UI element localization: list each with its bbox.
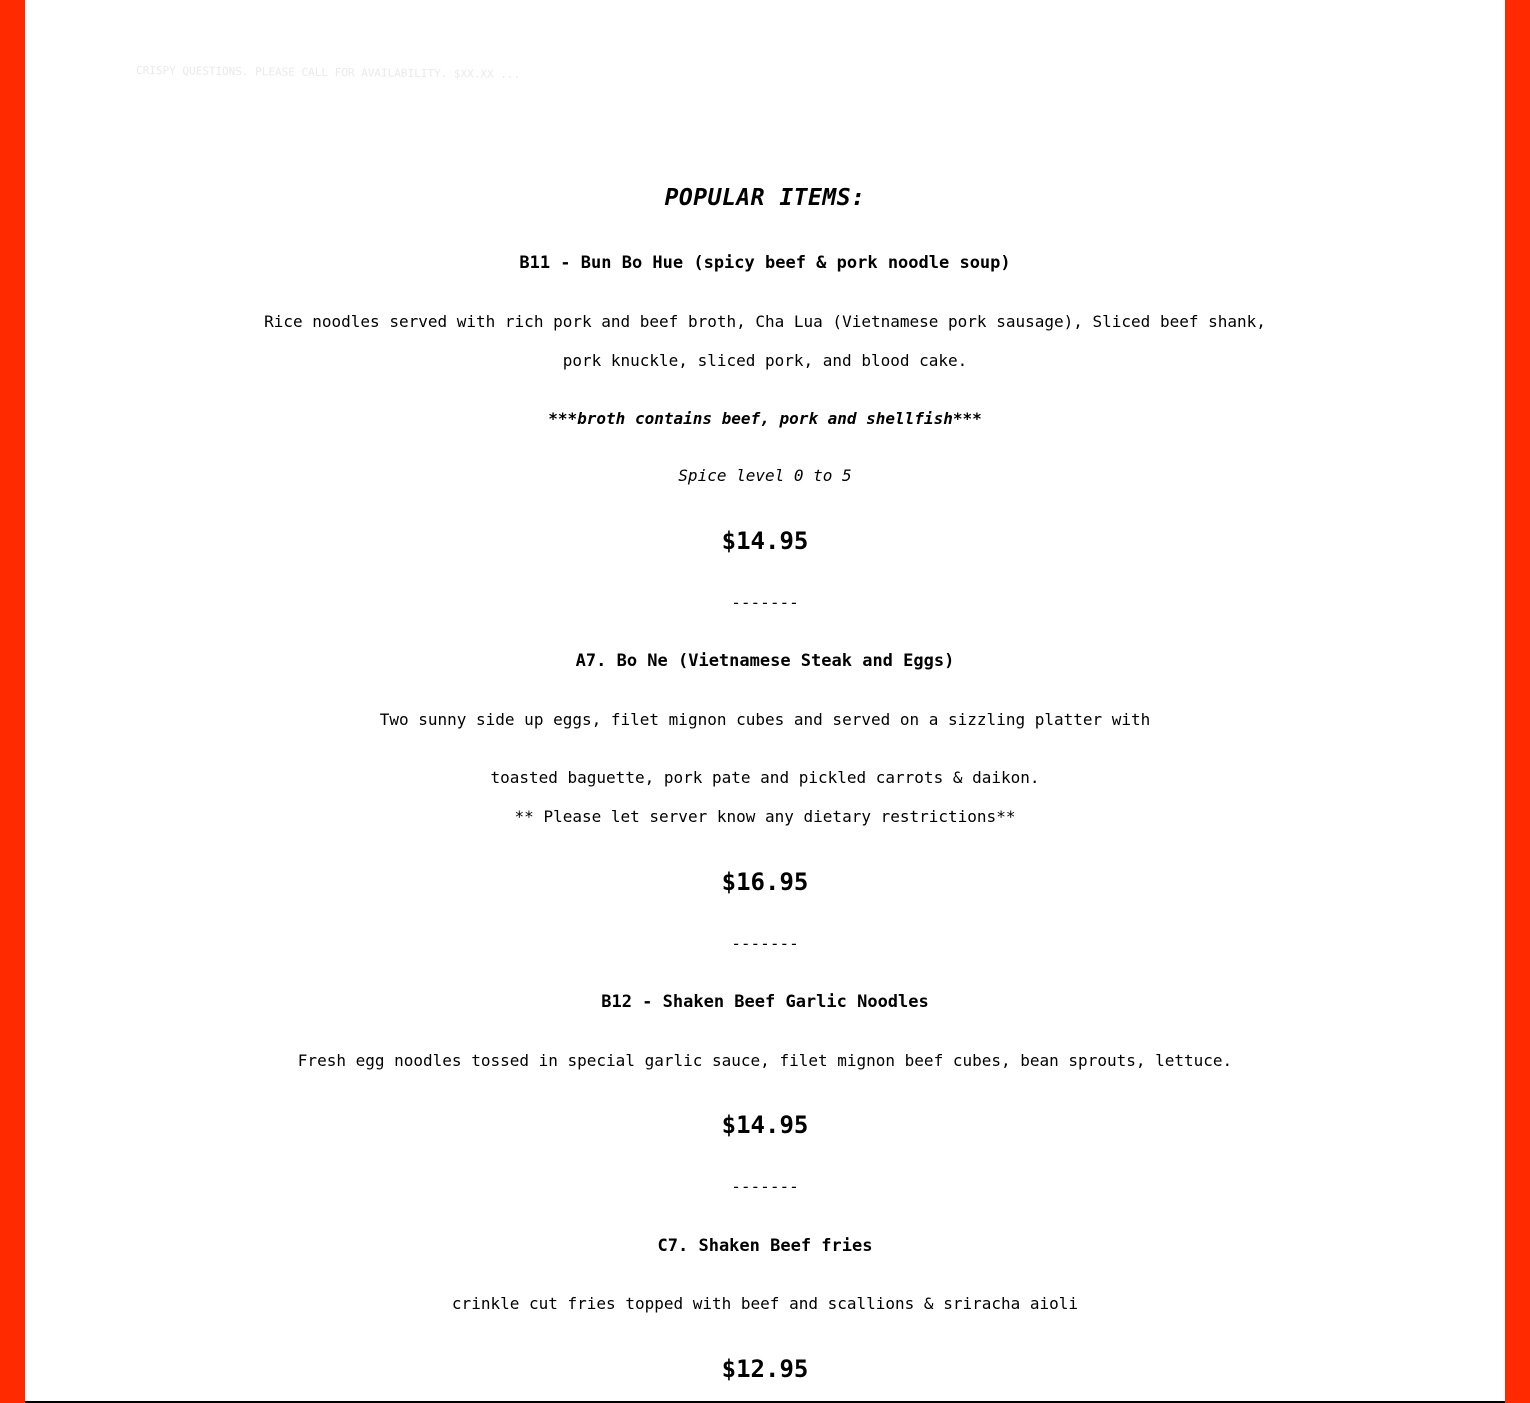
dietary-note: ** Please let server know any dietary restrictions** <box>514 807 1016 826</box>
separator: ------- <box>731 593 799 612</box>
item-price: $12.95 <box>721 1355 809 1383</box>
allergen-note: ***broth contains beef, pork and shellfish*** <box>548 409 982 428</box>
item-description: crinkle cut fries topped with beef and scallions & sriracha aioli <box>451 1294 1079 1313</box>
separator: ------- <box>731 934 799 953</box>
item-description: Rice noodles served with rich pork and beef broth, Cha Lua (Vietnamese pork sausage), Sliced beef shank, <box>264 312 1266 331</box>
item-price: $16.95 <box>721 868 809 896</box>
item-description: pork knuckle, sliced pork, and blood cake. <box>562 351 968 370</box>
item-name: B11 - Bun Bo Hue (spicy beef & pork noodle soup) <box>519 253 1011 273</box>
faded-header-text: CRISPY QUESTIONS. PLEASE CALL FOR AVAILABILITY. $XX.XX ... <box>135 63 521 82</box>
item-name: B12 - Shaken Beef Garlic Noodles <box>601 992 929 1012</box>
item-description: toasted baguette, pork pate and pickled carrots & daikon. <box>490 768 1040 787</box>
item-description: Two sunny side up eggs, filet mignon cubes and served on a sizzling platter with <box>379 710 1151 729</box>
item-price: $14.95 <box>721 527 809 555</box>
separator: ------- <box>731 1177 799 1196</box>
item-description: Fresh egg noodles tossed in special garlic sauce, filet mignon beef cubes, bean sprouts, lettuce. <box>297 1051 1233 1070</box>
spice-level-note: Spice level 0 to 5 <box>678 466 852 485</box>
item-name: C7. Shaken Beef fries <box>657 1236 873 1256</box>
item-price: $14.95 <box>721 1111 809 1139</box>
section-title: POPULAR ITEMS: <box>664 185 866 211</box>
menu-page <box>25 0 1505 1403</box>
item-name: A7. Bo Ne (Vietnamese Steak and Eggs) <box>575 651 955 671</box>
